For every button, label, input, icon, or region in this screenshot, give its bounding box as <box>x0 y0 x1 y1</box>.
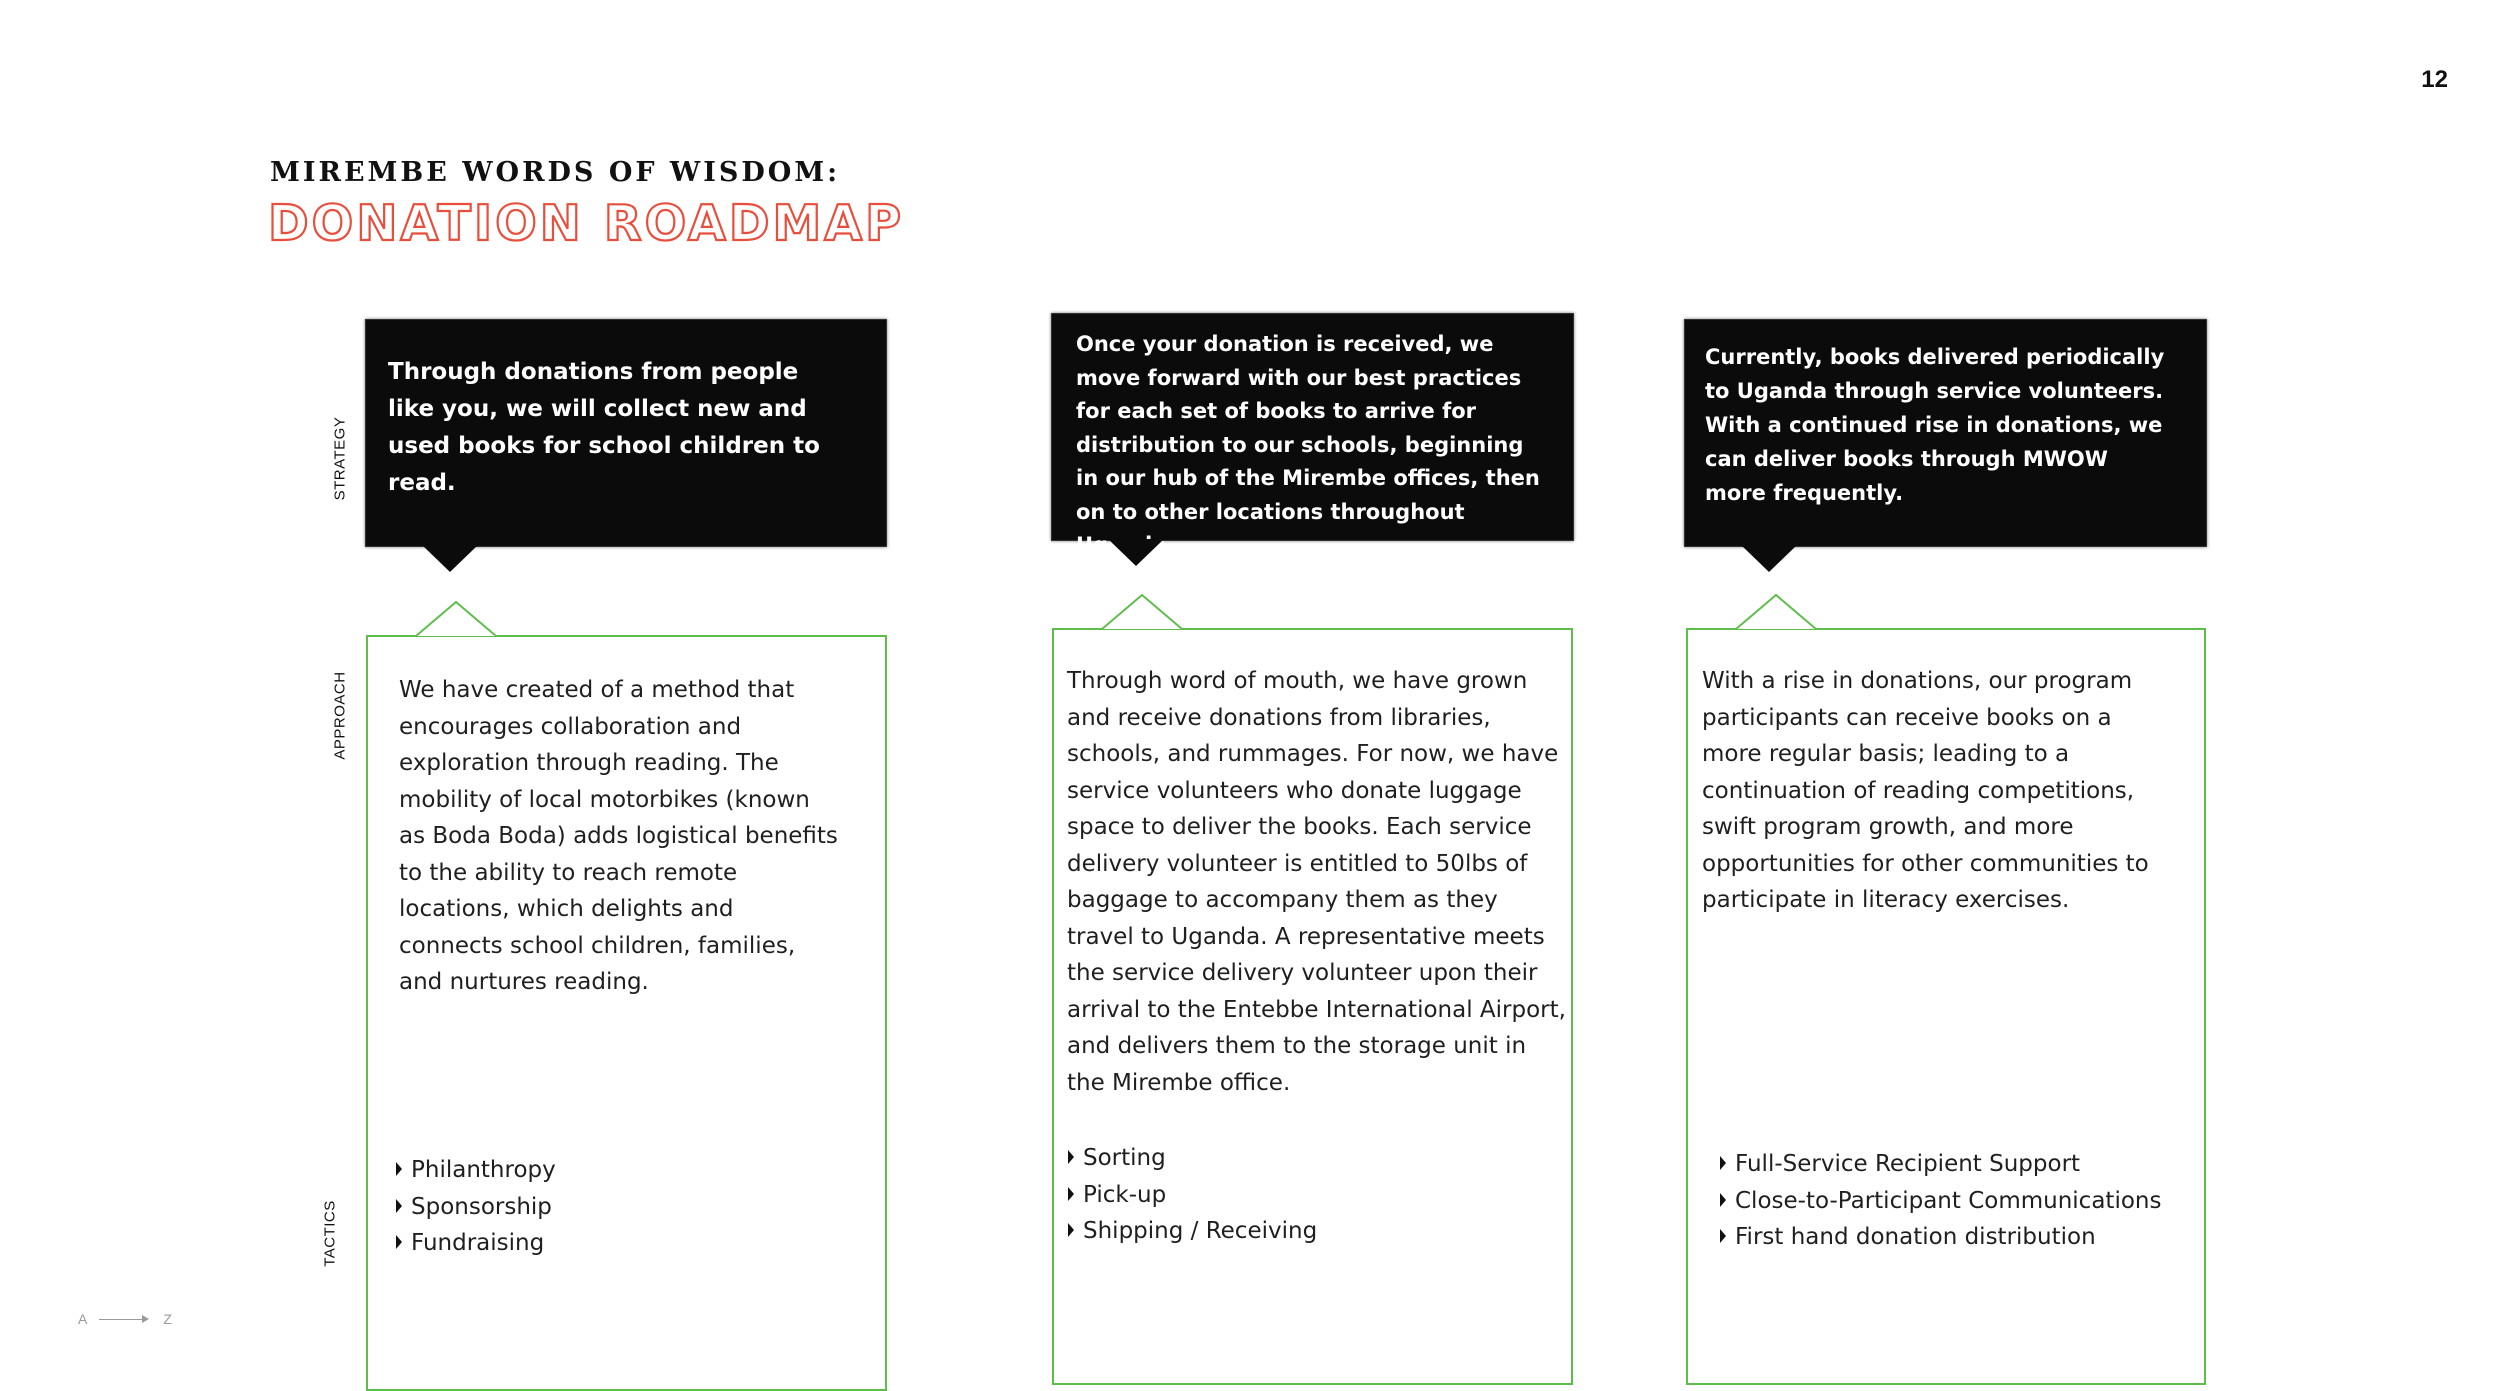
logo-letter-a: A <box>78 1311 88 1327</box>
tactics-list-2 <box>1068 1140 1317 1250</box>
approach-notch-2 <box>1102 594 1182 630</box>
approach-notch-1 <box>416 601 496 637</box>
tactic-item: Pick-up <box>1068 1177 1317 1214</box>
tactic-item: Sponsorship <box>396 1189 556 1226</box>
tactics-list-3 <box>1720 1146 2161 1256</box>
row-label-approach: APPROACH <box>331 671 349 760</box>
row-label-tactics: TACTICS <box>321 1200 339 1267</box>
approach-text-1: We have created of a method that encourages collaboration and exploration through reading. The mobility of local motorbikes (known as Boda Boda) adds logistical benefits to the ability to reach remote locations, which delights and connects school children, families, and nurtures reading. <box>399 677 838 995</box>
tactics-list-1 <box>396 1152 556 1262</box>
page-title: DONATION ROADMAP <box>268 195 905 252</box>
tactic-item: Sorting <box>1068 1140 1317 1177</box>
strategy-box-2 <box>1052 314 1573 557</box>
tactic-item: Philanthropy <box>396 1152 556 1189</box>
approach-notch-3 <box>1736 594 1816 630</box>
a-to-z-logo <box>78 1311 172 1327</box>
tactic-item: Close-to-Participant Communications <box>1720 1183 2161 1220</box>
tactic-item: Full-Service Recipient Support <box>1720 1146 2161 1183</box>
strategy-box-1 <box>366 320 886 546</box>
tactic-item: Fundraising <box>396 1225 556 1262</box>
tactic-item: Shipping / Receiving <box>1068 1213 1317 1250</box>
strategy-text-3: Currently, books delivered periodically to Uganda through service volunteers. With a continued rise in donations, we can deliver books through MWOW more frequently. <box>1705 345 2165 505</box>
arrow-right-icon <box>99 1319 147 1320</box>
page-number: 12 <box>2421 66 2448 93</box>
kicker-heading: MIREMBE WORDS OF WISDOM: <box>270 157 841 188</box>
logo-letter-z: Z <box>163 1311 172 1327</box>
approach-text-2: Through word of mouth, we have grown and receive donations from libraries, schools, and rummages. For now, we have service volunteers who donate luggage space to deliver the books. Each service delivery volunteer is entitled to 50lbs of baggage to accompany them as they travel to Uganda. A representative meets the service delivery volunteer upon their arrival to the Entebbe International Airport, and delivers them to the storage unit in the Mirembe office. <box>1067 668 1566 1096</box>
row-label-strategy: STRATEGY <box>331 416 349 501</box>
tactic-item: First hand donation distribution <box>1720 1219 2161 1256</box>
strategy-box-3 <box>1685 320 2206 546</box>
strategy-text-2: Once your donation is received, we move forward with our best practices for each set of books to arrive for distribution to our schools, beginning in our hub of the Mirembe offices, then on to other locations throughout Uganda. <box>1076 332 1540 557</box>
strategy-text-1: Through donations from people like you, we will collect new and used books for school children to read. <box>388 359 820 496</box>
approach-text-3: With a rise in donations, our program participants can receive books on a more regular basis; leading to a continuation of reading competitions, swift program growth, and more opportunities for other communities to participate in literacy exercises. <box>1702 668 2149 913</box>
